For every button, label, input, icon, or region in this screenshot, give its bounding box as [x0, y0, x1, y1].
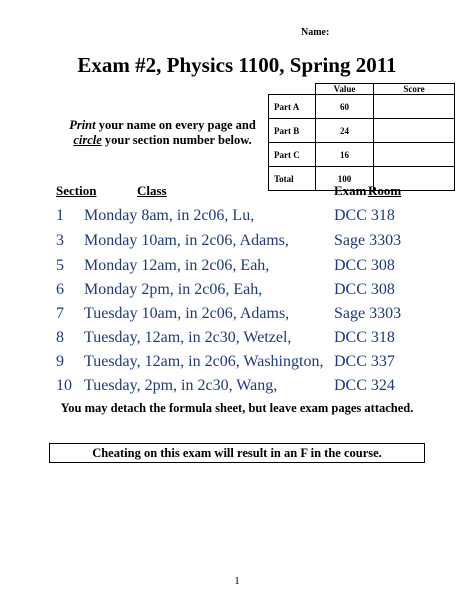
section-row [0, 281, 474, 306]
section-room: DCC 324 [334, 377, 395, 394]
score-row-score [374, 119, 455, 143]
section-class: Tuesday, 12am, in 2c06, Washington, [84, 353, 324, 370]
section-row [0, 305, 474, 330]
score-row-value: 16 [316, 143, 374, 167]
section-number: 9 [56, 353, 64, 370]
exam-title: Exam #2, Physics 1100, Spring 2011 [77, 53, 397, 77]
page-number: 1 [234, 575, 240, 587]
instr-print-word: Print [69, 118, 96, 132]
section-room: DCC 308 [334, 257, 395, 274]
class-col-header: Class [137, 183, 167, 198]
section-number: 5 [56, 257, 64, 274]
instructions [55, 118, 270, 148]
score-row-value: 24 [316, 119, 374, 143]
section-row [0, 377, 474, 402]
score-row [269, 143, 455, 167]
score-table-header [269, 84, 455, 95]
score-row-label: Part A [269, 95, 316, 119]
section-room: Sage 3303 [334, 232, 402, 249]
instr-circle-word: circle [73, 133, 102, 147]
section-number: 6 [56, 281, 64, 298]
section-class: Tuesday, 2pm, in 2c30, Wang, [84, 377, 278, 394]
section-room: DCC 337 [334, 353, 395, 370]
section-room: Sage 3303 [334, 305, 402, 322]
section-number: 8 [56, 329, 64, 346]
section-class: Monday 8am, in 2c06, Lu, [84, 207, 255, 224]
detach-note: You may detach the formula sheet, but leave exam pages attached. [60, 401, 414, 415]
section-row [0, 232, 474, 257]
section-number: 7 [56, 305, 64, 322]
section-number: 10 [56, 377, 72, 394]
section-room: DCC 318 [334, 207, 395, 224]
score-row-score [374, 95, 455, 119]
score-table-corner [269, 84, 316, 95]
section-class: Monday 2pm, in 2c06, Eah, [84, 281, 263, 298]
section-number: 1 [56, 207, 64, 224]
section-room: DCC 318 [334, 329, 395, 346]
section-row [0, 207, 474, 232]
instr-line1-rest: your name on every page and [95, 118, 256, 132]
score-row-label: Total [269, 167, 316, 191]
score-row-score [374, 143, 455, 167]
score-row-label: Part C [269, 143, 316, 167]
cheating-warning: Cheating on this exam will result in an F in the course. [49, 443, 425, 463]
score-row [269, 119, 455, 143]
section-row [0, 257, 474, 282]
score-row-value: 60 [316, 95, 374, 119]
section-row [0, 329, 474, 354]
score-col-value: Value [316, 84, 374, 95]
score-col-score: Score [374, 84, 455, 95]
section-number: 3 [56, 232, 64, 249]
section-row [0, 353, 474, 378]
score-row [269, 95, 455, 119]
exam-col-header: Exam [334, 183, 367, 198]
score-table [268, 83, 455, 191]
section-col-header: Section [56, 183, 97, 198]
name-label: Name: [301, 27, 330, 38]
section-class: Monday 10am, in 2c06, Adams, [84, 232, 289, 249]
section-room: DCC 308 [334, 281, 395, 298]
score-row-value: 100 [316, 167, 374, 191]
instr-line2-rest: your section number below. [101, 133, 252, 147]
score-row-label: Part B [269, 119, 316, 143]
room-col-header: Room [368, 183, 402, 198]
section-class: Tuesday, 12am, in 2c30, Wetzel, [84, 329, 292, 346]
section-class: Monday 12am, in 2c06, Eah, [84, 257, 270, 274]
section-class: Tuesday 10am, in 2c06, Adams, [84, 305, 290, 322]
